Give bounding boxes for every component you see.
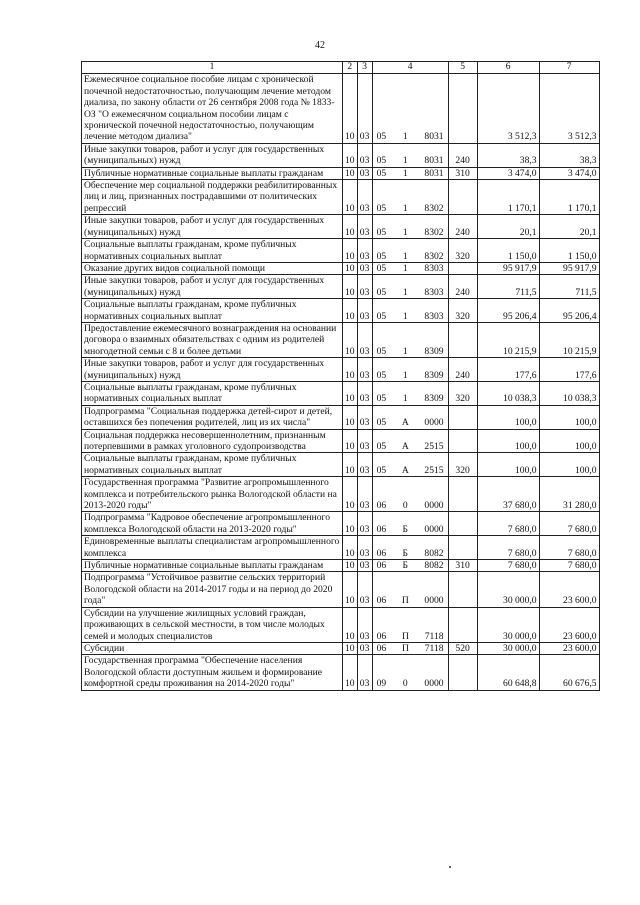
code-direction: 8309 — [424, 345, 444, 357]
row-target-code — [372, 536, 448, 560]
table-row — [82, 429, 600, 453]
row-expense-type — [448, 180, 477, 215]
row-subsection: 03 — [357, 477, 372, 512]
code-direction: 7118 — [424, 642, 444, 654]
code-direction: 0000 — [424, 595, 444, 607]
header-col-2: 2 — [343, 62, 358, 74]
code-direction: 8302 — [424, 226, 444, 238]
code-subprogram: Б — [402, 523, 409, 535]
row-subsection: 03 — [357, 381, 372, 405]
code-subprogram: 1 — [402, 262, 408, 274]
code-subprogram: 1 — [402, 167, 408, 179]
code-subprogram: П — [402, 642, 409, 654]
row-expense-type — [448, 405, 477, 429]
code-subprogram: 1 — [402, 393, 408, 405]
row-section: 10 — [343, 572, 358, 607]
row-section: 10 — [343, 74, 358, 143]
row-target-code — [372, 180, 448, 215]
row-expense-type — [448, 607, 477, 642]
row-name: Иные закупки товаров, работ и услуг для государственных (муниципальных) нужд — [82, 358, 343, 382]
row-subsection: 03 — [357, 275, 372, 299]
row-name: Социальные выплаты гражданам, кроме публичных нормативных социальных выплат — [82, 453, 343, 477]
row-section: 10 — [343, 405, 358, 429]
row-section: 10 — [343, 477, 358, 512]
row-subsection: 03 — [357, 167, 372, 179]
row-target-code — [372, 607, 448, 642]
row-expense-type — [448, 477, 477, 512]
row-subsection: 03 — [357, 655, 372, 690]
code-direction: 8303 — [424, 310, 444, 322]
row-expense-type: 240 — [448, 275, 477, 299]
row-expense-type: 240 — [448, 215, 477, 239]
row-name: Социальные выплаты гражданам, кроме публичных нормативных социальных выплат — [82, 299, 343, 323]
row-name: Обеспечение мер социальной поддержки реабилитированных лиц и лиц, признанных пострадавшими от политических репрессий — [82, 180, 343, 215]
code-direction: 2515 — [424, 441, 444, 452]
row-section: 10 — [343, 358, 358, 382]
row-section: 10 — [343, 262, 358, 274]
code-program: 05 — [376, 155, 387, 167]
row-target-code — [372, 322, 448, 357]
code-direction: 8309 — [424, 393, 444, 405]
row-expense-type: 310 — [448, 167, 477, 179]
code-program: 06 — [376, 560, 387, 572]
row-target-code — [372, 453, 448, 477]
row-section: 10 — [343, 655, 358, 690]
row-amount-2: 100,0 — [539, 453, 599, 477]
row-amount-2: 7 680,0 — [539, 536, 599, 560]
row-subsection: 03 — [357, 607, 372, 642]
table-row — [82, 180, 600, 215]
row-name: Иные закупки товаров, работ и услуг для государственных (муниципальных) нужд — [82, 143, 343, 167]
code-program: 05 — [376, 202, 387, 214]
code-subprogram: Б — [402, 547, 409, 559]
code-program: 05 — [376, 345, 387, 357]
row-amount-2: 23 600,0 — [539, 607, 599, 642]
row-subsection: 03 — [357, 572, 372, 607]
row-amount-2: 23 600,0 — [539, 572, 599, 607]
row-amount-1: 30 000,0 — [477, 642, 539, 654]
row-name: Подпрограмма "Кадровое обеспечение агропромышленного комплекса Вологодской области на 2013-2020 годы" — [82, 512, 343, 536]
row-section: 10 — [343, 239, 358, 263]
row-section: 10 — [343, 275, 358, 299]
code-subprogram: 0 — [402, 500, 408, 512]
row-name: Социальные выплаты гражданам, кроме публичных нормативных социальных выплат — [82, 239, 343, 263]
row-name: Иные закупки товаров, работ и услуг для государственных (муниципальных) нужд — [82, 215, 343, 239]
row-amount-2: 95 917,9 — [539, 262, 599, 274]
code-subprogram: А — [401, 441, 409, 452]
row-section: 10 — [343, 381, 358, 405]
row-expense-type: 240 — [448, 143, 477, 167]
row-target-code — [372, 477, 448, 512]
header-col-4: 4 — [372, 62, 448, 74]
row-amount-1: 3 474,0 — [477, 167, 539, 179]
row-section: 10 — [343, 180, 358, 215]
row-amount-1: 7 680,0 — [477, 560, 539, 572]
row-name: Оказание других видов социальной помощи — [82, 262, 343, 274]
row-target-code — [372, 262, 448, 274]
code-direction: 2515 — [424, 464, 444, 476]
row-expense-type — [448, 262, 477, 274]
table-row — [82, 74, 600, 143]
table-row — [82, 536, 600, 560]
row-expense-type — [448, 572, 477, 607]
row-section: 10 — [343, 429, 358, 453]
row-name: Иные закупки товаров, работ и услуг для государственных (муниципальных) нужд — [82, 275, 343, 299]
row-expense-type: 310 — [448, 560, 477, 572]
code-subprogram: П — [402, 630, 409, 642]
row-amount-2: 3 474,0 — [539, 167, 599, 179]
row-amount-2: 10 215,9 — [539, 322, 599, 357]
row-expense-type: 320 — [448, 299, 477, 323]
header-col-3: 3 — [357, 62, 372, 74]
row-subsection: 03 — [357, 560, 372, 572]
row-amount-1: 95 917,9 — [477, 262, 539, 274]
row-subsection: 03 — [357, 215, 372, 239]
row-amount-1: 95 206,4 — [477, 299, 539, 323]
code-program: 05 — [376, 464, 387, 476]
table-row — [82, 215, 600, 239]
code-direction: 8031 — [424, 167, 444, 179]
row-name: Социальная поддержка несовершеннолетним, признанным потерпевшими в рамках уголовного судопроизводства — [82, 429, 343, 453]
row-section: 10 — [343, 215, 358, 239]
row-name: Публичные нормативные социальные выплаты гражданам — [82, 560, 343, 572]
row-amount-2: 31 280,0 — [539, 477, 599, 512]
code-program: 05 — [376, 393, 387, 405]
code-direction: 0000 — [424, 678, 444, 690]
row-expense-type — [448, 74, 477, 143]
code-direction: 8031 — [424, 131, 444, 143]
code-direction: 0000 — [424, 523, 444, 535]
row-subsection: 03 — [357, 299, 372, 323]
code-program: 06 — [376, 523, 387, 535]
row-target-code — [372, 655, 448, 690]
row-subsection: 03 — [357, 642, 372, 654]
header-col-7: 7 — [539, 62, 599, 74]
row-amount-2: 177,6 — [539, 358, 599, 382]
code-direction: 0000 — [424, 500, 444, 512]
row-name: Социальные выплаты гражданам, кроме публичных нормативных социальных выплат — [82, 381, 343, 405]
row-amount-2: 7 680,0 — [539, 560, 599, 572]
header-col-1: 1 — [82, 62, 343, 74]
table-row — [82, 560, 600, 572]
row-amount-2: 1 170,1 — [539, 180, 599, 215]
table-row — [82, 299, 600, 323]
row-target-code — [372, 405, 448, 429]
row-section: 10 — [343, 453, 358, 477]
row-target-code — [372, 215, 448, 239]
row-target-code — [372, 275, 448, 299]
code-subprogram: 1 — [402, 250, 408, 262]
code-program: 06 — [376, 500, 387, 512]
row-amount-2: 38,3 — [539, 143, 599, 167]
table-row — [82, 275, 600, 299]
table-row — [82, 477, 600, 512]
row-name: Государственная программа "Развитие агропромышленного комплекса и потребительского рынка Вологодской области на 2013-2020 годы" — [82, 477, 343, 512]
row-expense-type — [448, 322, 477, 357]
row-target-code — [372, 429, 448, 453]
code-program: 06 — [376, 642, 387, 654]
row-subsection: 03 — [357, 358, 372, 382]
code-subprogram: П — [401, 595, 409, 607]
code-direction: 0000 — [424, 417, 444, 429]
row-amount-2: 7 680,0 — [539, 512, 599, 536]
table-row — [82, 512, 600, 536]
code-direction: 8082 — [424, 560, 444, 572]
row-expense-type — [448, 655, 477, 690]
code-program: 05 — [376, 369, 387, 381]
row-amount-1: 3 512,3 — [477, 74, 539, 143]
row-amount-1: 1 170,1 — [477, 180, 539, 215]
row-target-code — [372, 74, 448, 143]
row-subsection: 03 — [357, 453, 372, 477]
code-direction: 8082 — [424, 547, 444, 559]
row-subsection: 03 — [357, 405, 372, 429]
code-subprogram: А — [401, 417, 409, 429]
row-amount-1: 30 000,0 — [477, 607, 539, 642]
row-expense-type: 240 — [448, 358, 477, 382]
row-amount-2: 20,1 — [539, 215, 599, 239]
row-subsection: 03 — [357, 143, 372, 167]
table-row — [82, 381, 600, 405]
row-subsection: 03 — [357, 74, 372, 143]
row-subsection: 03 — [357, 536, 372, 560]
code-program: 05 — [376, 417, 387, 429]
table-row — [82, 143, 600, 167]
row-amount-2: 3 512,3 — [539, 74, 599, 143]
row-amount-2: 95 206,4 — [539, 299, 599, 323]
row-expense-type: 320 — [448, 381, 477, 405]
row-target-code — [372, 560, 448, 572]
row-expense-type — [448, 429, 477, 453]
code-direction: 7118 — [424, 630, 444, 642]
code-program: 06 — [376, 547, 387, 559]
row-expense-type — [448, 536, 477, 560]
row-amount-1: 177,6 — [477, 358, 539, 382]
row-amount-1: 100,0 — [477, 429, 539, 453]
row-subsection: 03 — [357, 322, 372, 357]
row-section: 10 — [343, 642, 358, 654]
table-row — [82, 607, 600, 642]
code-subprogram: Б — [402, 560, 409, 572]
row-amount-2: 10 038,3 — [539, 381, 599, 405]
row-section: 10 — [343, 299, 358, 323]
code-subprogram: 1 — [402, 286, 408, 298]
code-subprogram: 1 — [402, 155, 408, 167]
row-amount-2: 1 150,0 — [539, 239, 599, 263]
table-row — [82, 358, 600, 382]
header-col-6: 6 — [477, 62, 539, 74]
header-col-5: 5 — [448, 62, 477, 74]
code-direction: 8031 — [424, 155, 444, 167]
row-name: Подпрограмма "Устойчивое развитие сельских территорий Вологодской области на 2014-2017 годы и на период до 2020 года" — [82, 572, 343, 607]
row-subsection: 03 — [357, 180, 372, 215]
row-expense-type: 320 — [448, 239, 477, 263]
row-name: Субсидии на улучшение жилищных условий граждан, проживающих в сельской местности, в том числе молодых семей и молодых специалистов — [82, 607, 343, 642]
code-direction: 8302 — [424, 250, 444, 262]
row-section: 10 — [343, 322, 358, 357]
row-name: Подпрограмма "Социальная поддержка детей-сирот и детей, оставшихся без попечения родителей, лиц из их числа" — [82, 405, 343, 429]
row-amount-1: 10 215,9 — [477, 322, 539, 357]
row-amount-2: 100,0 — [539, 429, 599, 453]
row-section: 10 — [343, 143, 358, 167]
row-subsection: 03 — [357, 262, 372, 274]
row-section: 10 — [343, 167, 358, 179]
row-name: Единовременные выплаты специалистам агропромышленного комплекса — [82, 536, 343, 560]
row-expense-type: 320 — [448, 453, 477, 477]
row-subsection: 03 — [357, 239, 372, 263]
row-amount-1: 100,0 — [477, 405, 539, 429]
code-subprogram: А — [401, 464, 409, 476]
row-amount-1: 100,0 — [477, 453, 539, 477]
row-amount-2: 60 676,5 — [539, 655, 599, 690]
code-program: 05 — [376, 250, 387, 262]
row-section: 10 — [343, 536, 358, 560]
row-name: Субсидии — [82, 642, 343, 654]
row-amount-1: 20,1 — [477, 215, 539, 239]
code-program: 05 — [376, 310, 387, 322]
table-row — [82, 642, 600, 654]
row-amount-1: 7 680,0 — [477, 536, 539, 560]
row-subsection: 03 — [357, 512, 372, 536]
row-section: 10 — [343, 512, 358, 536]
code-subprogram: 1 — [402, 226, 408, 238]
row-target-code — [372, 381, 448, 405]
row-target-code — [372, 358, 448, 382]
row-name: Публичные нормативные социальные выплаты гражданам — [82, 167, 343, 179]
row-subsection: 03 — [357, 429, 372, 453]
row-amount-1: 30 000,0 — [477, 572, 539, 607]
code-program: 05 — [376, 226, 387, 238]
row-target-code — [372, 143, 448, 167]
code-direction: 8303 — [424, 286, 444, 298]
code-direction: 8303 — [424, 262, 444, 274]
row-name: Государственная программа "Обеспечение населения Вологодской области доступным жильем и формирование комфортной среды проживания на 2014-2020 годы" — [82, 655, 343, 690]
row-amount-1: 7 680,0 — [477, 512, 539, 536]
code-program: 06 — [376, 630, 387, 642]
code-subprogram: 1 — [402, 345, 408, 357]
table-header-row — [82, 62, 600, 74]
row-target-code — [372, 512, 448, 536]
code-subprogram: 1 — [402, 369, 408, 381]
row-section: 10 — [343, 607, 358, 642]
row-target-code — [372, 572, 448, 607]
table-row — [82, 167, 600, 179]
code-program: 06 — [376, 595, 387, 607]
scan-speck — [449, 866, 451, 868]
code-program: 05 — [376, 441, 387, 452]
code-direction: 8302 — [424, 202, 444, 214]
row-target-code — [372, 167, 448, 179]
table-row — [82, 322, 600, 357]
row-amount-1: 1 150,0 — [477, 239, 539, 263]
row-amount-1: 60 648,8 — [477, 655, 539, 690]
code-subprogram: 1 — [402, 202, 408, 214]
row-expense-type: 520 — [448, 642, 477, 654]
row-amount-2: 23 600,0 — [539, 642, 599, 654]
row-name: Предоставление ежемесячного вознаграждения на основании договора о взаимных обязательствах с одним из родителей многодетной семьи с 8 и более детьми — [82, 322, 343, 357]
code-program: 05 — [376, 286, 387, 298]
code-program: 09 — [376, 678, 387, 690]
row-amount-1: 711,5 — [477, 275, 539, 299]
row-target-code — [372, 642, 448, 654]
row-name: Ежемесячное социальное пособие лицам с хронической почечной недостаточностью, получающим лечение методом диализа, по закону области от 26 сентября 2008 года № 1833-ОЗ "О ежемесячном социальном пособии лицам с хронической почечной недостаточностью, получающим лечение методом диализа" — [82, 74, 343, 143]
row-amount-1: 10 038,3 — [477, 381, 539, 405]
row-target-code — [372, 239, 448, 263]
code-program: 05 — [376, 262, 387, 274]
code-subprogram: 1 — [402, 131, 408, 143]
table-row — [82, 239, 600, 263]
row-amount-2: 100,0 — [539, 405, 599, 429]
row-amount-1: 37 680,0 — [477, 477, 539, 512]
code-program: 05 — [376, 131, 387, 143]
row-section: 10 — [343, 560, 358, 572]
code-subprogram: 0 — [402, 678, 408, 690]
budget-table — [81, 61, 600, 691]
table-row — [82, 405, 600, 429]
code-subprogram: 1 — [402, 310, 408, 322]
table-row — [82, 655, 600, 690]
code-direction: 8309 — [424, 369, 444, 381]
row-expense-type — [448, 512, 477, 536]
row-amount-1: 38,3 — [477, 143, 539, 167]
row-amount-2: 711,5 — [539, 275, 599, 299]
code-program: 05 — [376, 167, 387, 179]
table-row — [82, 572, 600, 607]
table-row — [82, 262, 600, 274]
table-row — [82, 453, 600, 477]
page-number: 42 — [315, 40, 325, 51]
row-target-code — [372, 299, 448, 323]
